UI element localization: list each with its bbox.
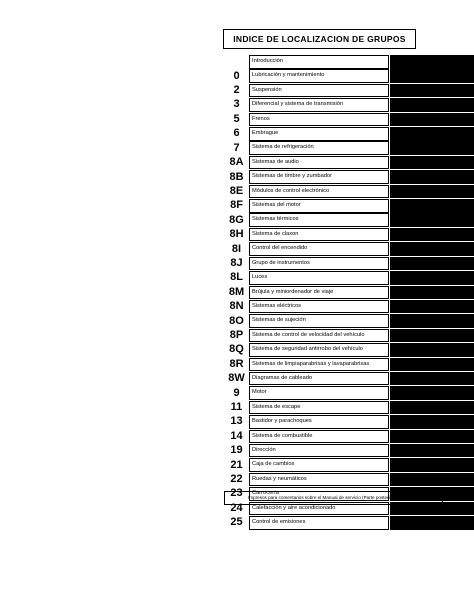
group-row[interactable] bbox=[224, 329, 474, 343]
group-row[interactable] bbox=[224, 55, 474, 69]
thumb-index-tab[interactable] bbox=[390, 156, 474, 170]
thumb-index-tab[interactable] bbox=[390, 314, 474, 328]
thumb-index-tab[interactable] bbox=[390, 69, 474, 83]
thumb-index-tab[interactable] bbox=[390, 55, 474, 69]
group-code: 8G bbox=[229, 213, 244, 226]
group-name: Sistemas de timbre y zumbador bbox=[249, 170, 389, 184]
group-name: Suspensión bbox=[249, 84, 389, 98]
group-code: 24 bbox=[230, 501, 243, 514]
group-code: 19 bbox=[230, 444, 243, 457]
group-row[interactable] bbox=[224, 98, 474, 112]
thumb-index-tab[interactable] bbox=[390, 430, 474, 444]
thumb-index-tab[interactable] bbox=[390, 271, 474, 285]
thumb-index-tab[interactable] bbox=[390, 358, 474, 372]
group-index-list bbox=[224, 55, 474, 530]
group-name: Control del encendido bbox=[249, 242, 389, 256]
group-row[interactable] bbox=[224, 113, 474, 127]
group-row[interactable] bbox=[224, 430, 474, 444]
group-code: 8J bbox=[230, 256, 243, 269]
group-name: Sistema de control de velocidad del vehículo bbox=[249, 329, 389, 343]
thumb-index-tab[interactable] bbox=[390, 98, 474, 112]
group-row[interactable] bbox=[224, 271, 474, 285]
group-name: Lubricación y mantenimiento bbox=[249, 69, 389, 83]
thumb-index-tab[interactable] bbox=[390, 185, 474, 199]
thumb-index-tab[interactable] bbox=[390, 257, 474, 271]
group-name: Grupo de instrumentos bbox=[249, 257, 389, 271]
group-code: 8O bbox=[229, 314, 244, 327]
thumb-index-tab[interactable] bbox=[390, 228, 474, 242]
thumb-index-tab[interactable] bbox=[390, 213, 474, 227]
group-code: 9 bbox=[233, 386, 240, 399]
group-code: 2 bbox=[233, 84, 240, 97]
group-name: Sistemas de limpiaparabrisas y lavaparabrisas bbox=[249, 358, 389, 372]
group-row[interactable] bbox=[224, 415, 474, 429]
group-row[interactable] bbox=[224, 141, 474, 155]
group-code: 13 bbox=[230, 415, 243, 428]
thumb-index-tab[interactable] bbox=[390, 372, 474, 386]
group-row[interactable] bbox=[224, 213, 474, 227]
group-code: 14 bbox=[230, 429, 243, 442]
group-name: Sistema de combustible bbox=[249, 430, 389, 444]
group-code: 8A bbox=[229, 156, 244, 169]
thumb-index-tab[interactable] bbox=[390, 473, 474, 487]
group-row[interactable] bbox=[224, 516, 474, 530]
group-name: Sistema de escape bbox=[249, 401, 389, 415]
group-name: Sistemas del motor bbox=[249, 199, 389, 213]
group-code: 21 bbox=[230, 458, 243, 471]
group-row[interactable] bbox=[224, 444, 474, 458]
group-row[interactable] bbox=[224, 386, 474, 400]
group-name: Dirección bbox=[249, 444, 389, 458]
group-row[interactable] bbox=[224, 156, 474, 170]
group-code: 8P bbox=[229, 328, 244, 341]
group-code: 8F bbox=[230, 199, 243, 212]
group-name: Brújula y miniordenador de viaje bbox=[249, 286, 389, 300]
group-name: Sistemas térmicos bbox=[249, 213, 389, 227]
thumb-index-tab[interactable] bbox=[390, 170, 474, 184]
thumb-index-tab[interactable] bbox=[390, 286, 474, 300]
group-row[interactable] bbox=[224, 458, 474, 472]
group-row[interactable] bbox=[224, 286, 474, 300]
thumb-index-tab[interactable] bbox=[390, 199, 474, 213]
group-name: Diferencial y sistema de transmisión bbox=[249, 98, 389, 112]
group-code: 3 bbox=[233, 98, 240, 111]
group-code: 11 bbox=[230, 401, 243, 413]
thumb-index-tab[interactable] bbox=[390, 242, 474, 256]
group-row[interactable] bbox=[224, 358, 474, 372]
group-name: Bastidor y parachoques bbox=[249, 415, 389, 429]
thumb-index-tab[interactable] bbox=[390, 113, 474, 127]
thumb-index-tab[interactable] bbox=[390, 386, 474, 400]
group-row[interactable] bbox=[224, 69, 474, 83]
group-code: 8B bbox=[229, 170, 244, 183]
group-name: Módulos de control electrónico bbox=[249, 185, 389, 199]
thumb-index-tab[interactable] bbox=[390, 141, 474, 155]
group-name: Sistema de claxon bbox=[249, 228, 389, 242]
group-code: 8I bbox=[231, 242, 242, 255]
thumb-index-tab[interactable] bbox=[390, 401, 474, 415]
group-row[interactable] bbox=[224, 343, 474, 357]
group-name: Sistemas de audio bbox=[249, 156, 389, 170]
thumb-index-tab[interactable] bbox=[390, 444, 474, 458]
group-row[interactable] bbox=[224, 372, 474, 386]
group-name: Frenos bbox=[249, 113, 389, 127]
group-name: Sistemas de sujeción bbox=[249, 314, 389, 328]
group-code: 8Q bbox=[229, 343, 244, 356]
group-name: Embrague bbox=[249, 127, 389, 141]
group-row[interactable] bbox=[224, 84, 474, 98]
group-code: 8M bbox=[228, 285, 245, 298]
group-name: Sistema de seguridad antirrobo del vehículo bbox=[249, 343, 389, 357]
group-name: Carrocería bbox=[249, 487, 389, 501]
group-code bbox=[224, 55, 249, 69]
group-row[interactable] bbox=[224, 199, 474, 213]
group-code: 6 bbox=[233, 127, 240, 140]
group-code: 0 bbox=[233, 69, 240, 82]
thumb-index-tab[interactable] bbox=[390, 300, 474, 314]
group-code: 5 bbox=[233, 112, 240, 125]
group-row[interactable] bbox=[224, 127, 474, 141]
group-row[interactable] bbox=[224, 300, 474, 314]
group-name: Calefacción y aire acondicionado bbox=[249, 502, 389, 516]
thumb-index-tab[interactable] bbox=[390, 343, 474, 357]
group-name: Diagramas de cableado bbox=[249, 372, 389, 386]
group-row[interactable] bbox=[224, 228, 474, 242]
group-name: Sistema de refrigeración bbox=[249, 141, 389, 155]
group-name: Motor bbox=[249, 386, 389, 400]
group-code: 8N bbox=[229, 300, 244, 313]
thumb-index-tab[interactable] bbox=[390, 127, 474, 141]
group-row[interactable] bbox=[224, 257, 474, 271]
group-name: Ruedas y neumáticos bbox=[249, 473, 389, 487]
page-title: INDICE DE LOCALIZACION DE GRUPOS bbox=[223, 29, 416, 49]
group-code: 8R bbox=[229, 357, 244, 370]
group-code: 23 bbox=[230, 487, 243, 500]
feedback-note: Impresos para comentarios sobre el Manual de servicio (Parte posterior del manual) bbox=[224, 491, 443, 505]
group-code: 25 bbox=[230, 516, 243, 529]
group-row[interactable] bbox=[224, 401, 474, 415]
group-code: 8L bbox=[230, 271, 243, 284]
group-code: 8W bbox=[228, 372, 245, 385]
thumb-index-tab[interactable] bbox=[390, 516, 474, 530]
group-code: 22 bbox=[230, 473, 243, 486]
group-row[interactable] bbox=[224, 185, 474, 199]
group-name: Sistemas eléctricos bbox=[249, 300, 389, 314]
group-name: Introducción bbox=[249, 55, 389, 69]
group-row[interactable] bbox=[224, 473, 474, 487]
group-name: Caja de cambios bbox=[249, 458, 389, 472]
thumb-index-tab[interactable] bbox=[390, 329, 474, 343]
group-name: Control de emisiones bbox=[249, 516, 389, 530]
thumb-index-tab[interactable] bbox=[390, 415, 474, 429]
group-row[interactable] bbox=[224, 170, 474, 184]
group-row[interactable] bbox=[224, 242, 474, 256]
group-code: 7 bbox=[233, 141, 240, 154]
group-row[interactable] bbox=[224, 314, 474, 328]
group-name: Luces bbox=[249, 271, 389, 285]
thumb-index-tab[interactable] bbox=[390, 458, 474, 472]
thumb-index-tab[interactable] bbox=[390, 84, 474, 98]
group-code: 8H bbox=[229, 228, 244, 241]
group-code: 8E bbox=[229, 184, 244, 197]
